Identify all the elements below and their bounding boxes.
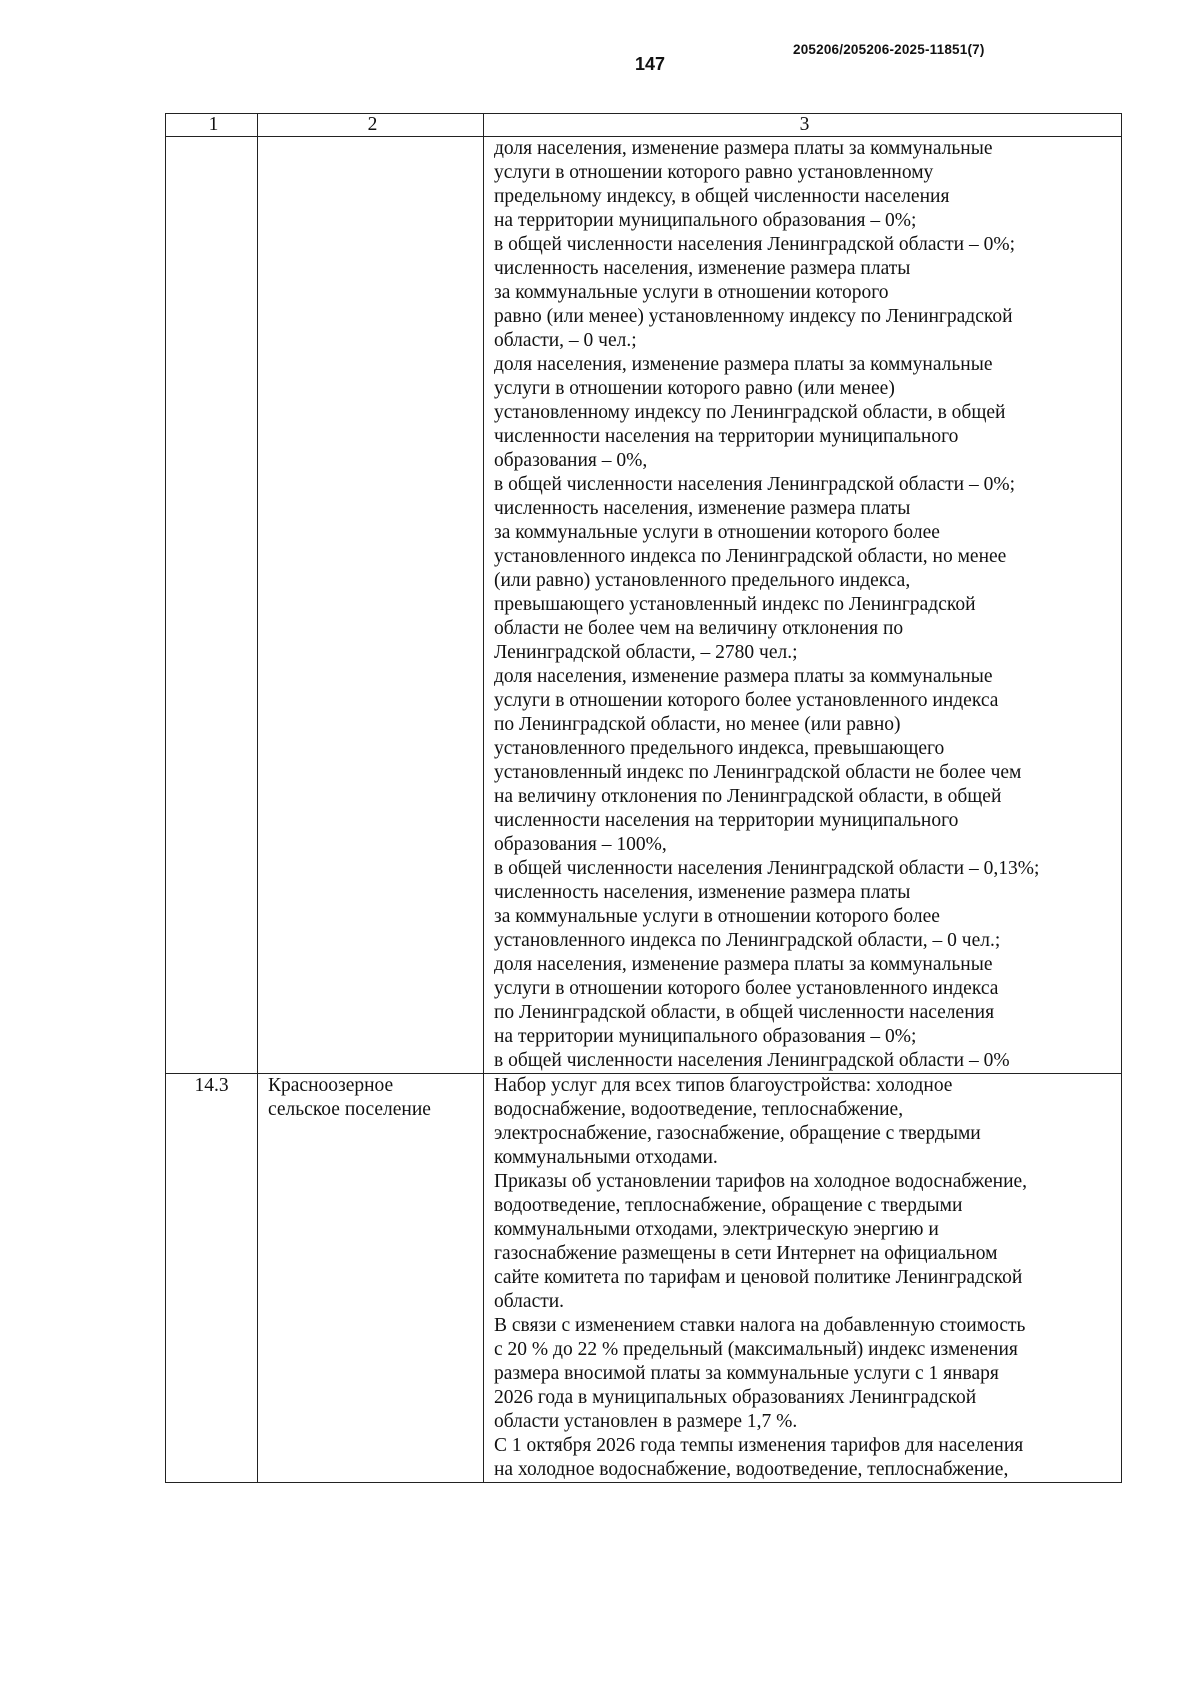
- text-line: Набор услуг для всех типов благоустройства: холодное: [494, 1075, 953, 1096]
- text-line: установленного предельного индекса, превышающего: [494, 738, 945, 759]
- text-line: превышающего установленный индекс по Ленинградской: [494, 594, 976, 615]
- text-line: установленного индекса по Ленинградской области, но менее: [494, 546, 1007, 567]
- text-line: (или равно) установленного предельного индекса,: [494, 570, 911, 591]
- text-line: в общей численности населения Ленинградской области – 0,13%;: [494, 858, 1040, 879]
- text-line: установленному индексу по Ленинградской области, в общей: [494, 402, 1006, 423]
- text-line: газоснабжение размещены в сети Интернет на официальном: [494, 1243, 998, 1264]
- text-line: образования – 0%,: [494, 450, 648, 471]
- text-line: равно (или менее) установленному индексу по Ленинградской: [494, 306, 1013, 327]
- text-line: В связи с изменением ставки налога на добавленную стоимость: [494, 1315, 1026, 1336]
- text-line: в общей численности населения Ленинградской области – 0%;: [494, 474, 1016, 495]
- data-table: [165, 113, 1122, 1483]
- table-header-row: [166, 114, 1122, 137]
- column-header-1: 1: [166, 114, 258, 137]
- row-name-cell: [258, 137, 484, 1074]
- text-line: Красноозерное: [268, 1075, 394, 1096]
- text-line: за коммунальные услуги в отношении которого более: [494, 906, 940, 927]
- row-description-cell: [484, 137, 1122, 1074]
- text-line: водоотведение, теплоснабжение, обращение с твердыми: [494, 1195, 963, 1216]
- text-line: численности населения на территории муниципального: [494, 810, 959, 831]
- column-header-3: 3: [484, 114, 1122, 137]
- text-line: доля населения, изменение размера платы за коммунальные: [494, 138, 993, 159]
- text-line: водоснабжение, водоотведение, теплоснабжение,: [494, 1099, 904, 1120]
- column-header-2: 2: [258, 114, 484, 137]
- text-line: 2026 года в муниципальных образованиях Ленинградской: [494, 1387, 977, 1408]
- text-line: доля населения, изменение размера платы за коммунальные: [494, 666, 993, 687]
- text-line: предельному индексу, в общей численности населения: [494, 186, 950, 207]
- text-line: области, – 0 чел.;: [494, 330, 637, 351]
- text-line: Ленинградской области, – 2780 чел.;: [494, 642, 798, 663]
- page-number: 147: [634, 54, 666, 74]
- text-line: установленный индекс по Ленинградской области не более чем: [494, 762, 1022, 783]
- row-description-cell: [484, 1074, 1122, 1483]
- text-line: области не более чем на величину отклонения по: [494, 618, 904, 639]
- table-row-14-3: [166, 1074, 1122, 1483]
- text-line: услуги в отношении которого равно (или менее): [494, 378, 895, 399]
- text-line: численность населения, изменение размера платы: [494, 882, 911, 903]
- text-line: доля населения, изменение размера платы за коммунальные: [494, 354, 993, 375]
- text-line: коммунальными отходами.: [494, 1147, 718, 1168]
- text-line: численность населения, изменение размера платы: [494, 258, 911, 279]
- text-line: в общей численности населения Ленинградской области – 0%: [494, 1050, 1010, 1071]
- row-number-cell: [166, 137, 258, 1074]
- text-line: на территории муниципального образования – 0%;: [494, 210, 917, 231]
- text-line: услуги в отношении которого более установленного индекса: [494, 978, 999, 999]
- text-line: за коммунальные услуги в отношении которого: [494, 282, 889, 303]
- text-line: установленного индекса по Ленинградской области, – 0 чел.;: [494, 930, 1001, 951]
- text-line: образования – 100%,: [494, 834, 667, 855]
- text-line: коммунальными отходами, электрическую энергию и: [494, 1219, 939, 1240]
- text-line: сельское поселение: [268, 1099, 431, 1120]
- text-line: по Ленинградской области, в общей численности населения: [494, 1002, 995, 1023]
- text-line: с 20 % до 22 % предельный (максимальный) индекс изменения: [494, 1339, 1018, 1360]
- document-id: 205206/205206-2025-11851(7): [793, 42, 985, 57]
- text-line: численность населения, изменение размера платы: [494, 498, 911, 519]
- text-line: сайте комитета по тарифам и ценовой политике Ленинградской: [494, 1267, 1023, 1288]
- text-line: услуги в отношении которого более установленного индекса: [494, 690, 999, 711]
- text-line: электроснабжение, газоснабжение, обращение с твердыми: [494, 1123, 981, 1144]
- text-line: области.: [494, 1291, 565, 1312]
- text-line: услуги в отношении которого равно установленному: [494, 162, 934, 183]
- text-line: за коммунальные услуги в отношении которого более: [494, 522, 940, 543]
- text-line: области установлен в размере 1,7 %.: [494, 1411, 798, 1432]
- table-row-continuation: [166, 137, 1122, 1074]
- row-name-cell: [258, 1074, 484, 1483]
- text-line: размера вносимой платы за коммунальные услуги с 1 января: [494, 1363, 999, 1384]
- text-line: доля населения, изменение размера платы за коммунальные: [494, 954, 993, 975]
- text-line: по Ленинградской области, но менее (или равно): [494, 714, 901, 735]
- text-line: Приказы об установлении тарифов на холодное водоснабжение,: [494, 1171, 1028, 1192]
- text-line: в общей численности населения Ленинградской области – 0%;: [494, 234, 1016, 255]
- text-line: на холодное водоснабжение, водоотведение, теплоснабжение,: [494, 1459, 1009, 1480]
- text-line: на территории муниципального образования – 0%;: [494, 1026, 917, 1047]
- text-line: на величину отклонения по Ленинградской области, в общей: [494, 786, 1002, 807]
- text-line: С 1 октября 2026 года темпы изменения тарифов для населения: [494, 1435, 1024, 1456]
- text-line: численности населения на территории муниципального: [494, 426, 959, 447]
- row-number-cell: 14.3: [166, 1074, 258, 1483]
